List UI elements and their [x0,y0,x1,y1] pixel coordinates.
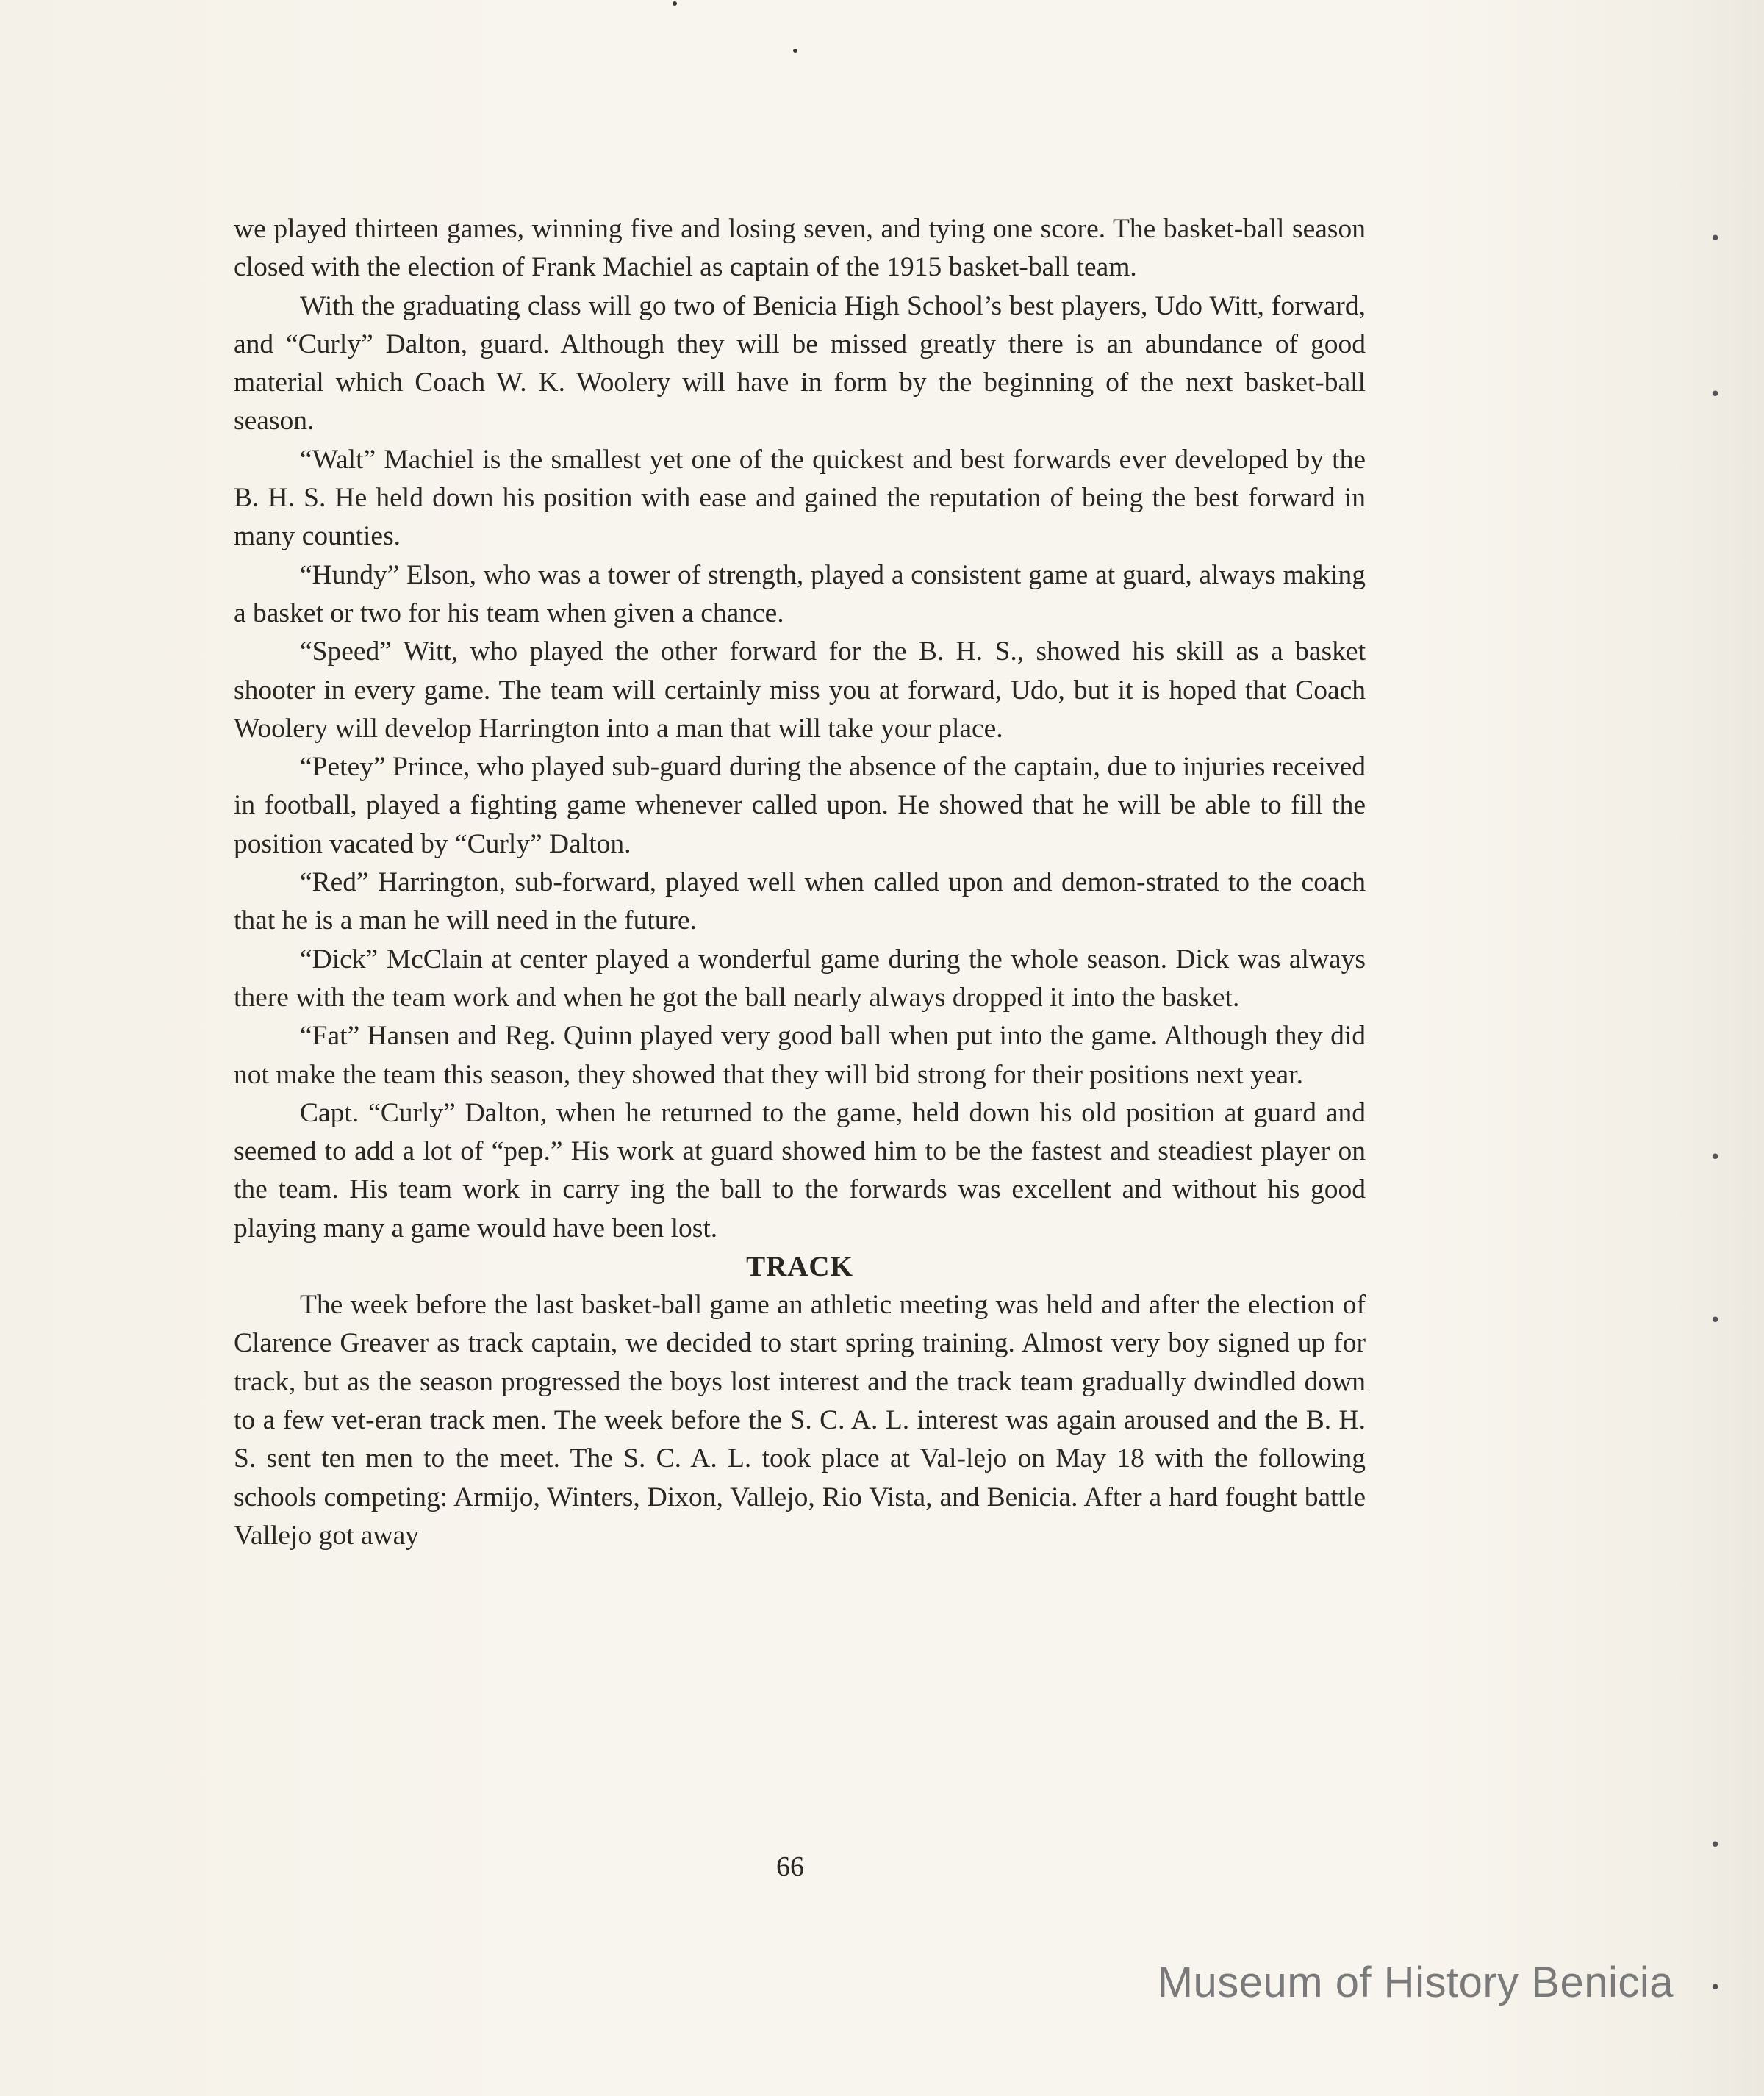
paragraph-4: “Hundy” Elson, who was a tower of strength, played a consistent game at guard, always making a basket or two for his team when given a chance. [234,559,1366,628]
paragraph-3: “Walt” Machiel is the smallest yet one of the quickest and best forwards ever developed by the B. H. S. He held down his position with ease and gained the reputation of being the best forward in many counties. [234,444,1366,552]
section-heading-track: TRACK [746,1251,853,1283]
binding-mark: • [1710,1146,1721,1169]
ink-speck [673,1,677,6]
binding-mark: • [1710,384,1721,406]
binding-mark: • [1710,1310,1721,1332]
paragraph-8: “Dick” McClain at center played a wonderful game during the whole season. Dick was always there with the team work and when he got the ball nearly always dropped it into the basket. [234,944,1366,1013]
paragraph-7: “Red” Harrington, sub-forward, played well when called upon and demon-strated to the coach that he is a man he will need in the future. [234,867,1366,936]
paragraph-1: we played thirteen games, winning five and losing seven, and tying one score. The basket-ball season closed with the election of Frank Machiel as captain of the 1915 basket-ball team. [234,214,1366,283]
body-text [234,210,1366,1555]
watermark: Museum of History Benicia [1157,1959,1674,2006]
binding-mark: • [1710,228,1721,250]
paragraph-5: “Speed” Witt, who played the other forward for the B. H. S., showed his skill as a basket shooter in every game. The team will certainly miss you at forward, Udo, but it is hoped that Coach Woolery will develop Harrington into a man that will take your place. [234,636,1366,744]
ink-speck [793,49,797,53]
paragraph-2: With the graduating class will go two of Benicia High School’s best players, Udo Witt, forward, and “Curly” Dalton, guard. Although they will be missed greatly there is an abundance of good material which Coach W. K. Woolery will have in form by the beginning of the next basket-ball season. [234,290,1366,437]
paragraph-6: “Petey” Prince, who played sub-guard during the absence of the captain, due to injuries received in football, played a fighting game whenever called upon. He showed that he will be able to fill the position vacated by “Curly” Dalton. [234,752,1366,859]
binding-mark: • [1710,1977,1721,1999]
paragraph-10: Capt. “Curly” Dalton, when he returned to the game, held down his old position at guard and seemed to add a lot of “pep.” His work at guard showed him to be the fastest and steadiest player on the team. His team work in carry ing the ball to the forwards was excellent and without his good playing many a game would have been lost. [234,1097,1366,1243]
track-paragraph: The week before the last basket-ball game an athletic meeting was held and after the election of Clarence Greaver as track captain, we decided to start spring training. Almost very boy signed up for track, but as the season progressed the boys lost interest and the track team gradually dwindled down to a few vet-eran track men. The week before the S. C. A. L. interest was again aroused and the B. H. S. sent ten men to the meet. The S. C. A. L. took place at Val-lejo on May 18 with the following schools competing: Armijo, Winters, Dixon, Vallejo, Rio Vista, and Benicia. After a hard fought battle Vallejo got away [234,1290,1366,1551]
binding-mark: • [1710,1834,1721,1856]
paragraph-9: “Fat” Hansen and Reg. Quinn played very good ball when put into the game. Although they did not make the team this season, they showed that they will bid strong for their positions next year. [234,1021,1366,1090]
page-number: 66 [776,1851,804,1882]
